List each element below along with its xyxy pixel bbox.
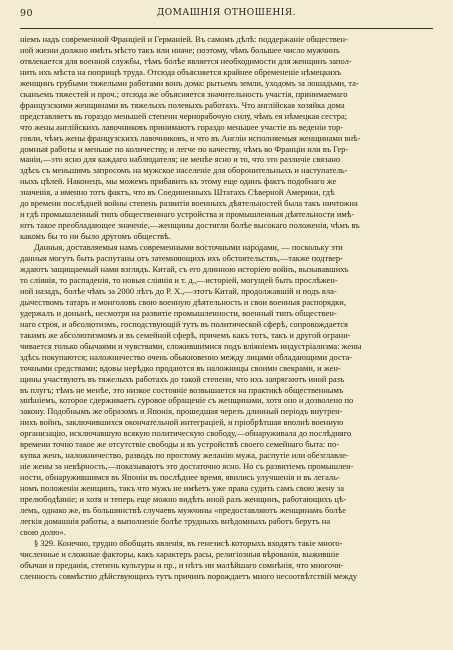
text-line: номъ положеніи женщинъ, такъ что мужъ не имѣетъ уже права судить самъ свою жену за	[20, 483, 345, 494]
text-line: говли, чѣмъ жены французскихъ лавочниковъ, и что въ Англіи исполняемыя женщинами внѣ-	[20, 132, 361, 143]
text-line: здѣсь съ меньшимъ запросомъ на мужское населеніе для оборонительныхъ и наступатель-	[20, 165, 348, 176]
text-line: французскими женщинами въ тяжелыхъ полевыхъ работахъ. Что англійская хозяйка дома	[20, 99, 345, 110]
paragraph	[20, 242, 433, 538]
text-line: ждаютъ защищаемый нами взглядъ. Китай, съ его длинною исторіею войнъ, вызывавшихъ	[20, 264, 349, 275]
paragraph	[20, 538, 433, 582]
text-line: времени точно такое же отсутствіе свободы и въ устройствѣ своего семейнаго быта: по-	[20, 439, 340, 450]
text-line: мнѣніемъ, которое сдерживаетъ суровое обращеніе съ женщинами, хотя оно и дозволено по	[20, 395, 354, 406]
text-line: обычаи и преданія, степень культуры и пр., и нѣтъ ни малѣйшаго сомнѣнія, что многочи-	[20, 559, 344, 570]
text-line: легкія домашнія работы, а выполненіе болѣе трудныхъ внѣдомныхъ работъ берутъ на	[20, 515, 331, 526]
paragraph	[20, 34, 433, 242]
text-line: здѣсь покупаются; наложничество очень обыкновенно между лицами обладающими доста-	[20, 351, 353, 362]
text-line: ютъ такое преобладающее значеніе,—женщины достигли болѣе высокаго положенія, чѣмъ въ	[20, 220, 360, 231]
page-number: 90	[20, 8, 34, 19]
text-line: то сліянія, то распаденія, то новыя сліянія и т. д.,—исторіей, могущей быть прослѣжен-	[20, 274, 338, 285]
text-line: ніе жены за невѣрность,—показываютъ это достаточно ясно. Но съ развитіемъ промышлен-	[20, 461, 354, 472]
text-line: организацію, исключавшую всякую политическую свободу,—обнаруживала до послѣдняго	[20, 428, 352, 439]
text-line: ной жизни должно имѣть мѣсто такъ или иначе; поэтому, чѣмъ большее число мужчинъ	[20, 44, 340, 55]
text-line: свою долю».	[20, 526, 66, 537]
page-header	[20, 8, 433, 24]
text-line: такимъ же абсолютизмомъ и въ семейной сферѣ, причемъ какъ тотъ, такъ и другой ограни-	[20, 329, 351, 340]
text-line: какомъ бы то ни было другомъ обществѣ.	[20, 231, 171, 242]
text-line: наго строя, и абсолютизмъ, господствующій тутъ въ политической сферѣ, сопровождается	[20, 318, 348, 329]
text-line: ности, обнаружившимся въ Японіи въ послѣднее время, явились улучшенія и въ легаль-	[20, 472, 340, 483]
text-line: Данныя, доставляемыя намъ современными восточными народами, — поскольку эти	[34, 242, 343, 253]
text-line: нихъ войнъ, заключившихся окончательной интеграціей, и пріобрѣтшая вполнѣ военную	[20, 417, 344, 428]
body-text	[20, 34, 433, 582]
text-line: ныхъ цѣлей. Наконецъ, мы можемъ прибавить къ этому еще одинъ фактъ подобнаго же	[20, 176, 337, 187]
text-line: лемъ, однако же, въ большинствѣ случаевъ мужчины «предоставляютъ женщинамъ болѣе	[20, 504, 347, 515]
text-line: дычествомъ татаръ и монголовъ свою военную дѣятельность и свои военныя распорядки,	[20, 296, 346, 307]
header-rule	[20, 28, 433, 29]
text-line: сканьемъ тяжестей и проч.; отсюда же объясняется значительность участія, принимаемаго	[20, 88, 348, 99]
text-line: значенія, а именно тотъ фактъ, что въ Соединенныхъ Штатахъ Сѣверной Америки, гдѣ	[20, 187, 335, 198]
text-line: въ плугъ; тѣмъ не менѣе, это низкое состояніе возвышается на практикѣ общественнымъ	[20, 384, 344, 395]
text-line: представляетъ въ гораздо меньшей степени чернорабочую силу, чѣмъ ея нѣмецкая сестра;	[20, 110, 348, 121]
text-line: удержалъ и донынѣ, несмотря на развитіе промышленности, военный типъ обществен-	[20, 307, 337, 318]
text-line: ной назадъ, болѣе чѣмъ за 2000 лѣтъ до Р. Х.,—этотъ Китай, продолжавшій и подъ вла-	[20, 285, 337, 296]
text-line: чивается только обычаями и чувствами, сложившимися подъ вліяніемъ индустріализма: жены	[20, 340, 362, 351]
running-title: ДОМАШНІЯ ОТНОШЕНІЯ.	[156, 8, 296, 18]
text-line: щины участвуютъ въ тяжелыхъ работахъ до такой степени, что ихъ запрягаютъ иной разъ	[20, 373, 345, 384]
text-line: § 329. Конечно, трудно обобщать явленія, въ генезисѣ которыхъ входятъ такіе много-	[34, 537, 343, 548]
text-line: женщинъ грубыми тяжелыми работами вонъ дома: рытьемъ земли, уходомъ за лошадьми, та-	[20, 77, 359, 88]
text-line: нить ихъ мѣста на поприщѣ труда. Отсюда объясняется крайнее обремененіе нѣмецкихъ	[20, 66, 342, 77]
text-line: домныя работы и меньше по количеству, и легче по качеству, чѣмъ во Франціи или въ Гер-	[20, 143, 349, 154]
text-line: маніи,—это ясно для каждаго наблюдателя; не менѣе ясно и то, что это различіе связано	[20, 154, 341, 165]
text-line: до времени послѣдней войны степень развитія военныхъ дѣятельностей была такъ ничтожна	[20, 198, 358, 209]
text-line: точными средствами; вдовы нерѣдко продаются въ наложницы своими свекрами, и жен-	[20, 362, 341, 373]
text-line: и гдѣ промышленный типъ общественнаго устройства и промышленныя дѣятельности имѣ-	[20, 209, 355, 220]
text-line: отвлекается для военной службы, тѣмъ болѣе является необходимости для женщинъ запол-	[20, 55, 352, 66]
text-line: данныя могутъ быть распутаны отъ затемняющихъ ихъ обстоятельствъ,—также подтвер-	[20, 253, 344, 264]
text-line: сленность совмѣстно дѣйствующихъ тутъ причинъ порождаетъ много несоотвѣтствій между	[20, 570, 358, 581]
text-line: что жены англійскихъ лавочниковъ принимаютъ гораздо меньшее участіе въ веденіи тор-	[20, 121, 344, 132]
text-line: ніемъ надъ современной Франціей и Германіей. Въ самомъ дѣлѣ: поддержаніе обществен-	[20, 34, 348, 44]
text-line: прелюбодѣяніе; и хотя и теперь еще можно видѣть иной разъ женщинъ, работающихъ цѣ-	[20, 494, 347, 505]
text-line: купка женъ, наложничество, разводъ по простому желанію мужа, распутіе или обезглавле-	[20, 450, 349, 461]
text-line: закону. Подобнымъ же образомъ и Японія, прошедшая черезъ длинный періодъ внутрен-	[20, 406, 343, 417]
text-line: численные и сложные факторы, какъ характеръ расы, религіозныя вѣрованія, выжившіе	[20, 548, 340, 559]
